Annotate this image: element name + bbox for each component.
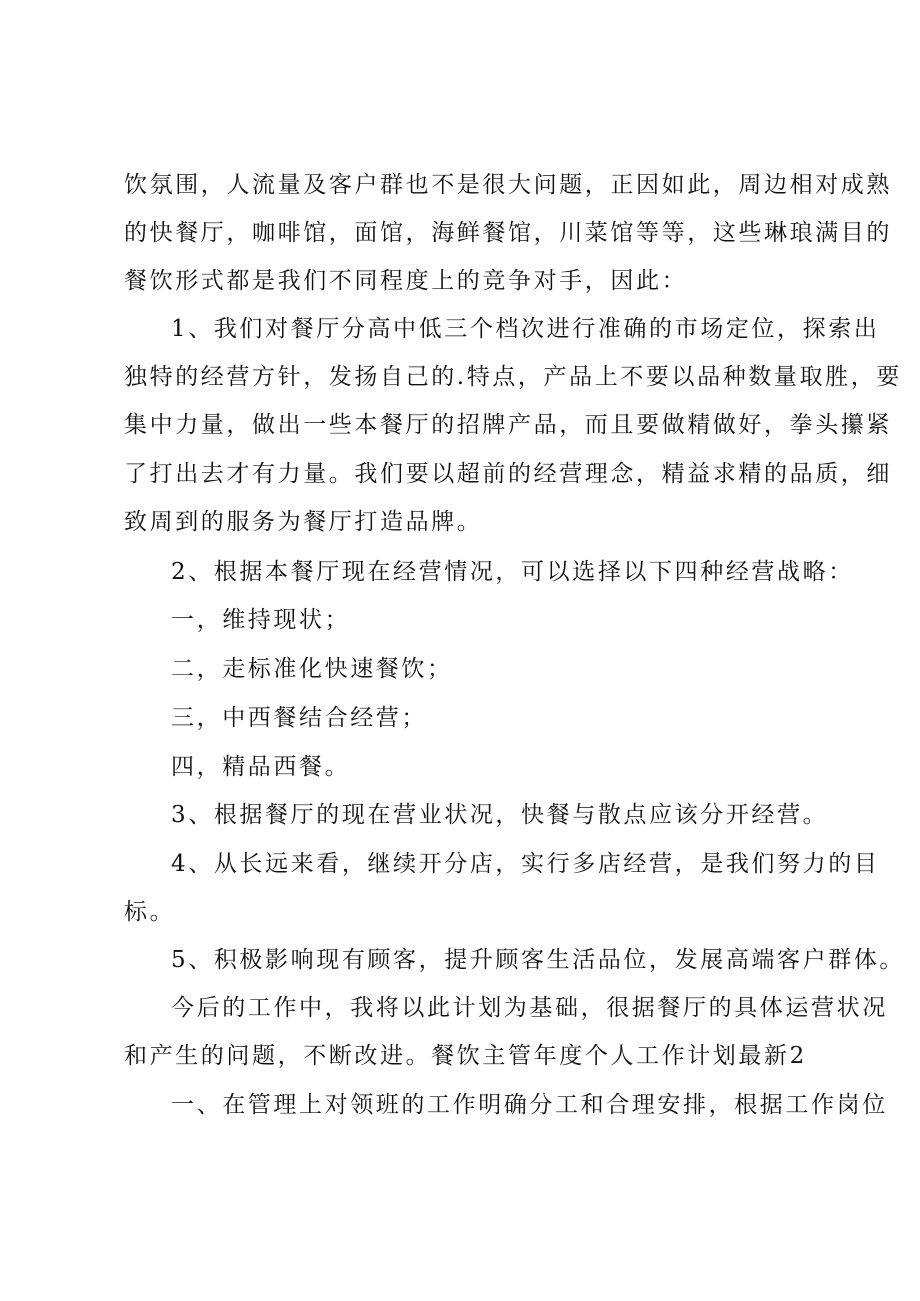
- paragraph-line: 了打出去才有力量。我们要以超前的经营理念，精益求精的品质，细: [124, 461, 892, 487]
- list-item-1: 1、我们对餐厅分高中低三个档次进行准确的市场定位，探索出: [171, 316, 880, 342]
- paragraph-line: 饮氛围，人流量及客户群也不是很大问题，正因如此，周边相对成熟: [124, 172, 892, 198]
- paragraph-line: 集中力量，做出一些本餐厅的招牌产品，而且要做精做好，拳头攥紧: [124, 412, 892, 438]
- paragraph-line: 一、在管理上对领班的工作明确分工和合理安排，根据工作岗位: [171, 1092, 888, 1118]
- list-item-3: 3、根据餐厅的现在营业状况，快餐与散点应该分开经营。: [171, 802, 829, 828]
- paragraph-line: 独特的经营方针，发扬自己的.特点，产品上不要以品种数量取胜，要: [124, 364, 902, 390]
- paragraph-line: 的快餐厅，咖啡馆，面馆，海鲜餐馆，川菜馆等等，这些琳琅满目的: [124, 220, 892, 246]
- paragraph-line: 标。: [124, 899, 176, 925]
- paragraph-line: 和产生的问题，不断改进。餐饮主管年度个人工作计划最新2: [124, 1043, 807, 1069]
- list-item-5: 5、积极影响现有顾客，提升顾客生活品位，发展高端客户群体。: [171, 947, 906, 973]
- strategy-item-3: 三，中西餐结合经营；: [171, 705, 427, 731]
- list-item-2: 2、根据本餐厅现在经营情况，可以选择以下四种经营战略：: [171, 559, 854, 585]
- strategy-item-4: 四，精品西餐。: [171, 754, 351, 780]
- paragraph-line: 致周到的服务为餐厅打造品牌。: [124, 509, 483, 535]
- strategy-item-1: 一，维持现状；: [171, 607, 351, 633]
- list-item-4: 4、从长远来看，继续开分店，实行多店经营，是我们努力的目: [171, 851, 880, 877]
- paragraph-line: 今后的工作中，我将以此计划为基础，很据餐厅的具体运营状况: [171, 995, 888, 1021]
- strategy-item-2: 二，走标准化快速餐饮；: [171, 656, 453, 682]
- paragraph-line: 餐饮形式都是我们不同程度上的竞争对手，因此：: [124, 268, 688, 294]
